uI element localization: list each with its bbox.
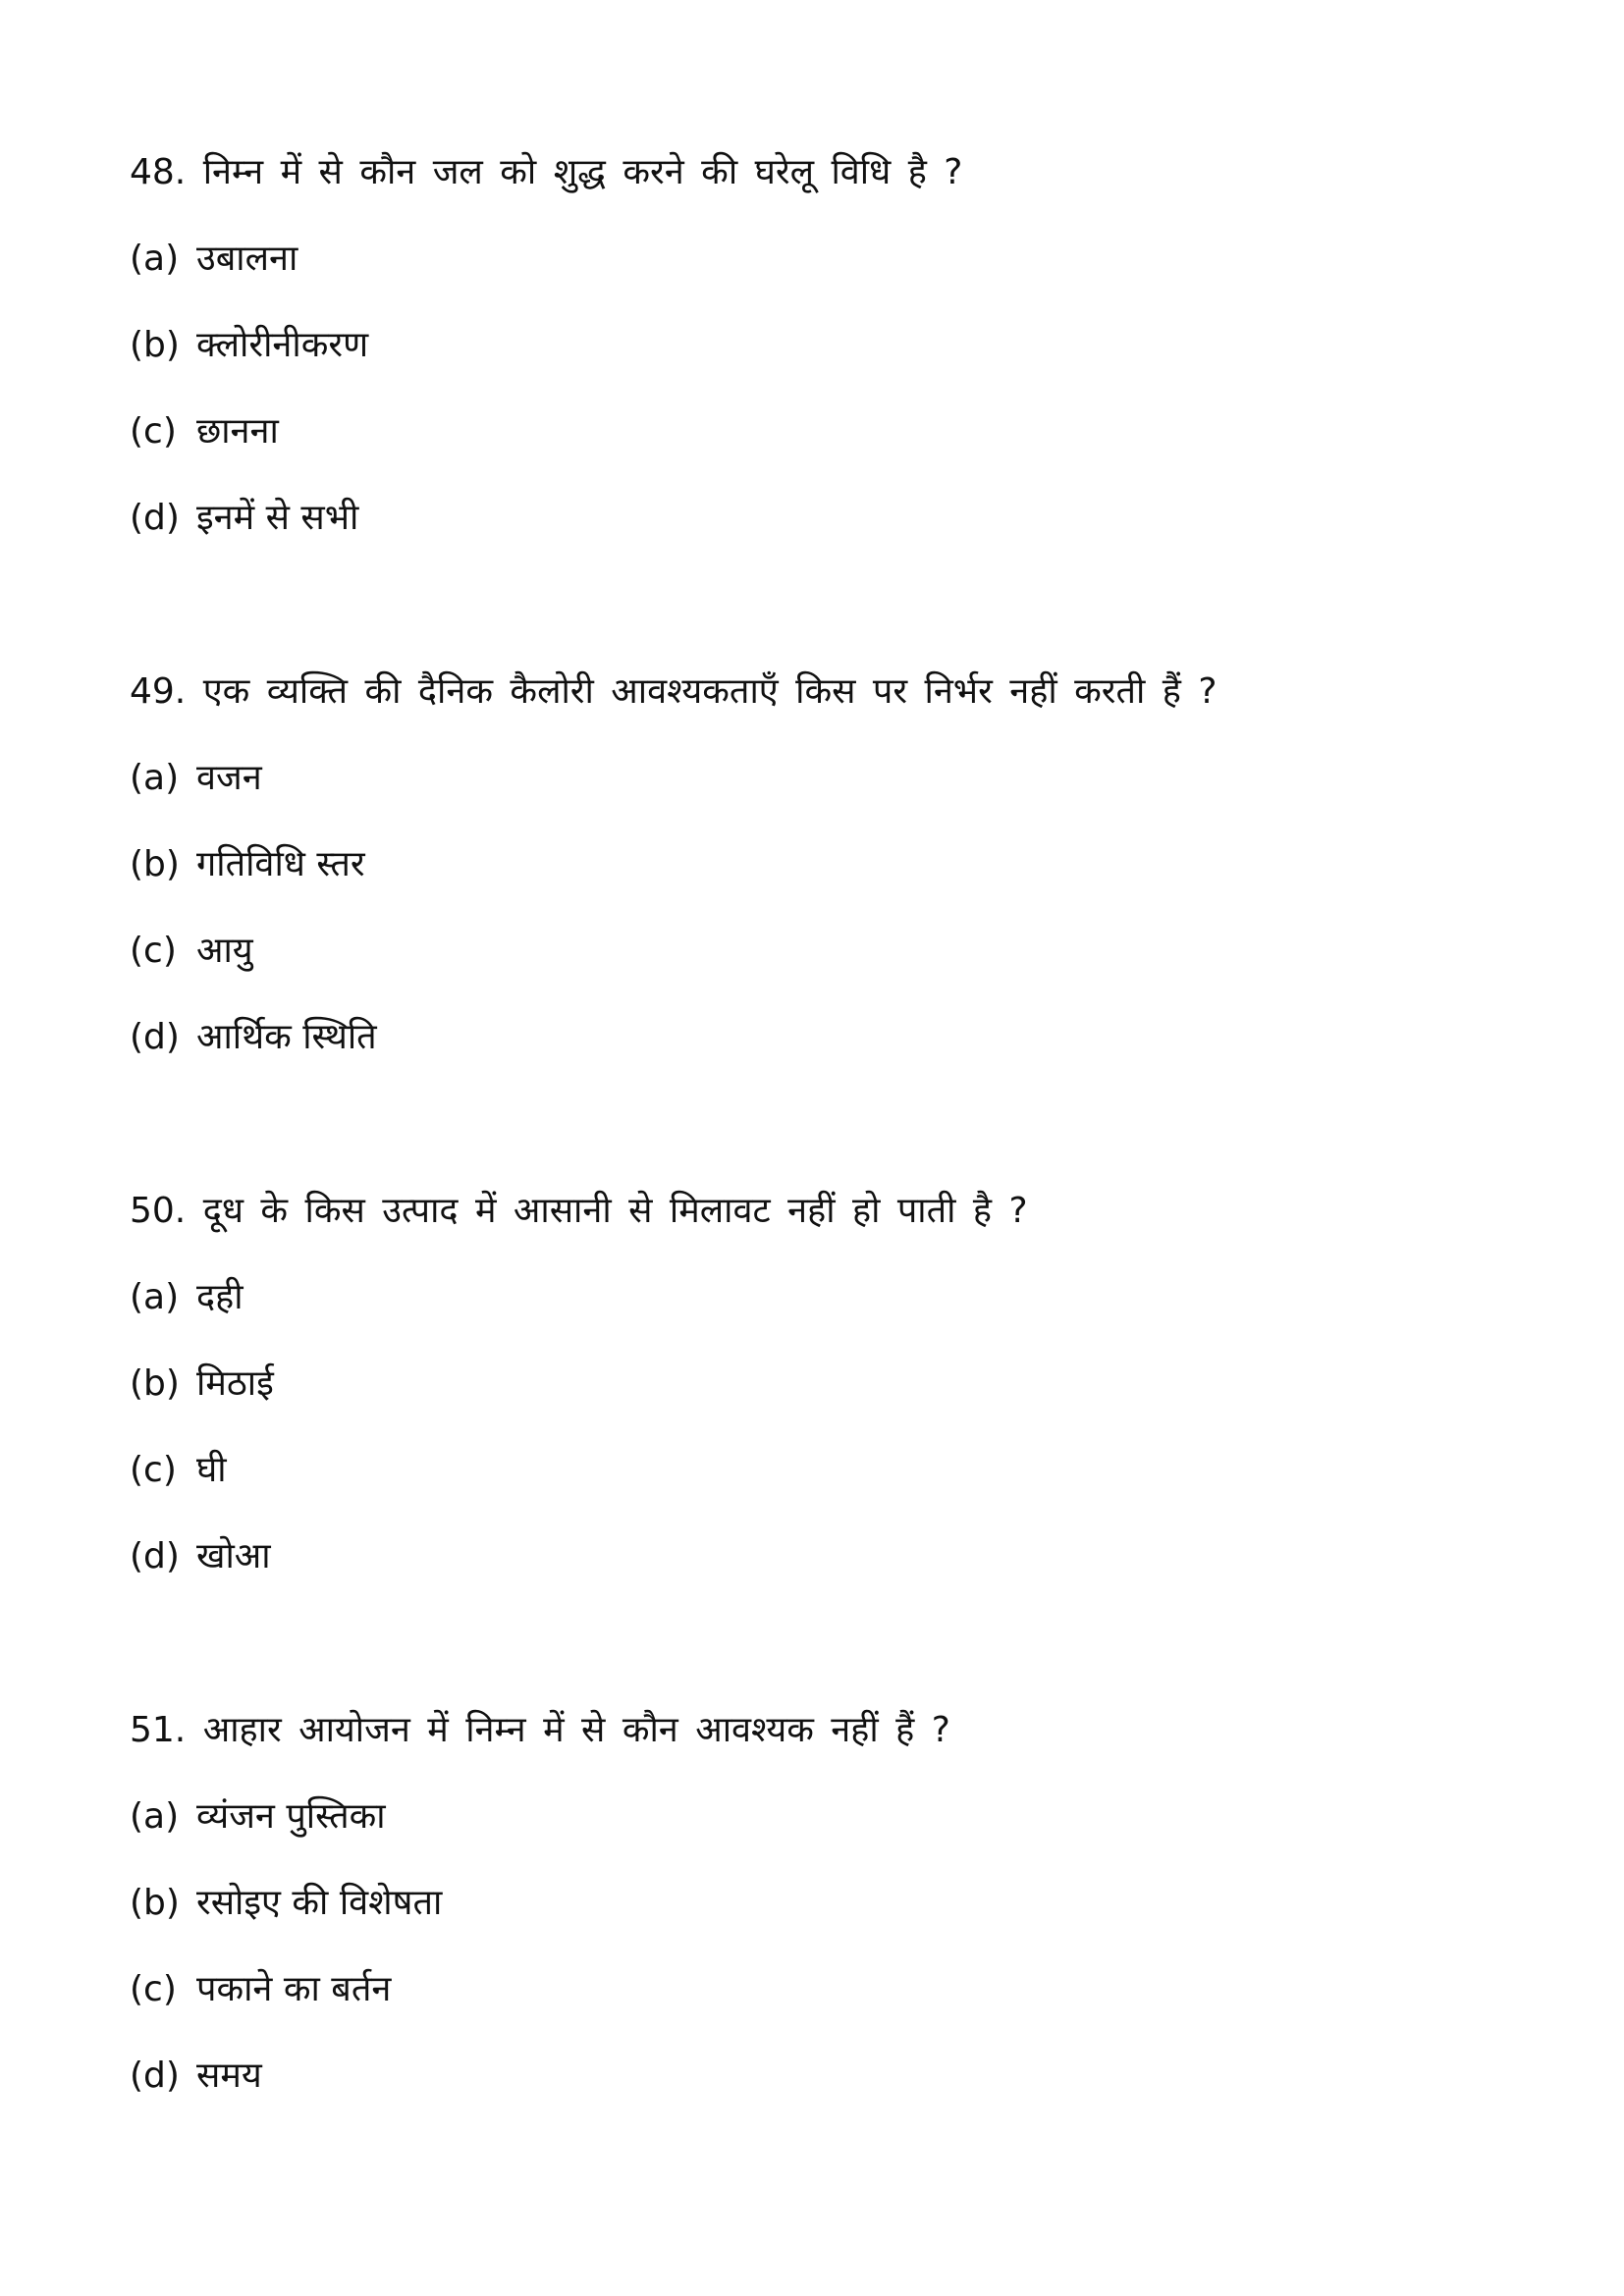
option-label: (c) — [130, 1450, 177, 1490]
question-number: 49. — [130, 671, 187, 712]
option-label: (d) — [130, 1017, 180, 1057]
question-stem: निम्न में से कौन जल को शुद्ध करने की घरेलू विधि है ? — [202, 152, 963, 192]
question-text — [130, 1687, 1524, 1774]
question-number: 50. — [130, 1191, 187, 1231]
option-b — [130, 822, 1524, 908]
option-label: (b) — [130, 325, 180, 365]
option-text: छानना — [196, 411, 279, 452]
option-label: (c) — [130, 931, 177, 971]
option-label: (b) — [130, 1363, 180, 1404]
option-label: (d) — [130, 1536, 180, 1576]
question-text — [130, 1168, 1524, 1255]
option-a — [130, 216, 1524, 302]
option-text: व्यंजन पुस्तिका — [196, 1796, 386, 1837]
option-text: दही — [196, 1277, 244, 1317]
option-text: क्लोरीनीकरण — [196, 325, 369, 365]
option-text: गतिविधि स्तर — [196, 844, 365, 884]
option-label: (d) — [130, 498, 180, 538]
question-block — [130, 1687, 1524, 2119]
option-d — [130, 994, 1524, 1081]
option-b — [130, 1860, 1524, 1947]
option-a — [130, 1255, 1524, 1341]
question-number: 48. — [130, 152, 187, 192]
question-stem: दूध के किस उत्पाद में आसानी से मिलावट नहीं हो पाती है ? — [202, 1191, 1028, 1231]
option-label: (a) — [130, 1277, 180, 1317]
option-text: इनमें से सभी — [196, 498, 359, 538]
question-text — [130, 130, 1524, 216]
option-text: घी — [196, 1450, 227, 1490]
option-text: आर्थिक स्थिति — [196, 1017, 377, 1057]
question-number: 51. — [130, 1710, 187, 1750]
option-text: वजन — [196, 758, 262, 798]
option-label: (b) — [130, 844, 180, 884]
question-block — [130, 1168, 1524, 1600]
option-b — [130, 1341, 1524, 1427]
option-c — [130, 389, 1524, 475]
option-text: आयु — [196, 931, 253, 971]
option-text: पकाने का बर्तन — [196, 1969, 392, 2009]
option-text: मिठाई — [196, 1363, 274, 1404]
option-text: खोआ — [196, 1536, 271, 1576]
question-text — [130, 649, 1524, 735]
option-a — [130, 735, 1524, 822]
option-label: (a) — [130, 1796, 180, 1837]
option-text: उबालना — [196, 239, 298, 279]
option-label: (a) — [130, 239, 180, 279]
option-d — [130, 2033, 1524, 2119]
option-b — [130, 302, 1524, 389]
option-text: रसोइए की विशेषता — [196, 1883, 443, 1923]
option-a — [130, 1774, 1524, 1860]
question-stem: एक व्यक्ति की दैनिक कैलोरी आवश्यकताएँ किस पर निर्भर नहीं करती हैं ? — [202, 671, 1218, 712]
option-d — [130, 475, 1524, 561]
option-c — [130, 908, 1524, 994]
option-label: (c) — [130, 411, 177, 452]
question-stem: आहार आयोजन में निम्न में से कौन आवश्यक नहीं हैं ? — [202, 1710, 950, 1750]
option-label: (c) — [130, 1969, 177, 2009]
option-c — [130, 1427, 1524, 1514]
option-d — [130, 1514, 1524, 1600]
option-label: (a) — [130, 758, 180, 798]
option-label: (b) — [130, 1883, 180, 1923]
option-text: समय — [196, 2056, 262, 2096]
question-block — [130, 130, 1524, 561]
option-c — [130, 1947, 1524, 2033]
option-label: (d) — [130, 2056, 180, 2096]
question-block — [130, 649, 1524, 1081]
